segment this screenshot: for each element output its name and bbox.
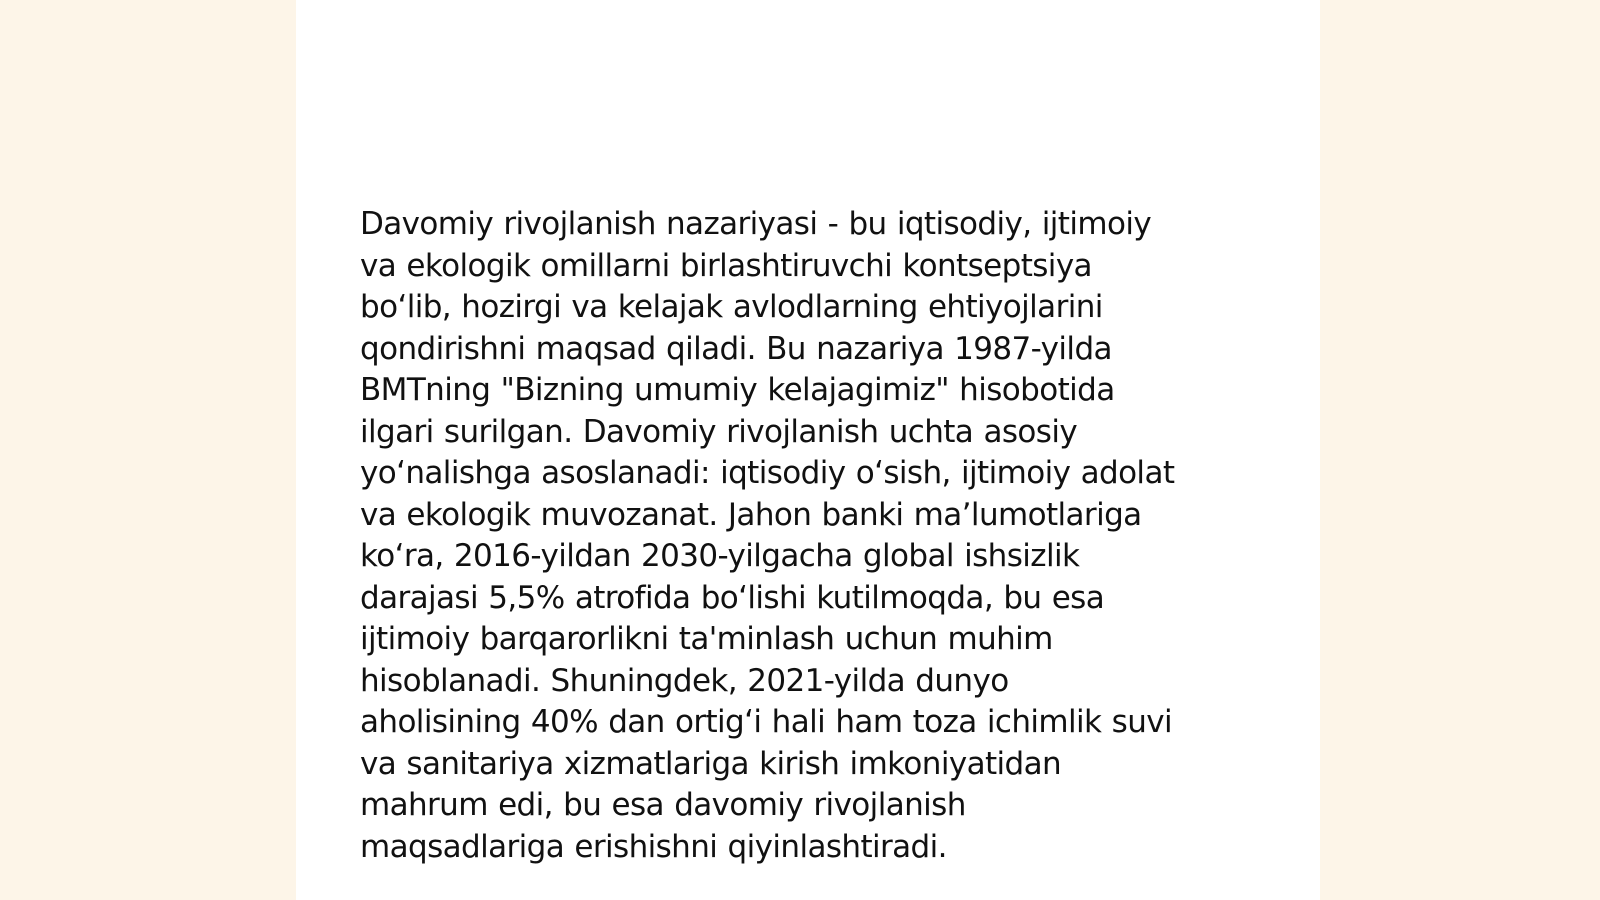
document-page	[296, 0, 1320, 900]
body-paragraph: Davomiy rivojlanish nazariyasi - bu iqtisodiy, ijtimoiy va ekologik omillarni birlashtiruvchi kontseptsiya bo‘lib, hozirgi va kelajak avlodlarning ehtiyojlarini qondirishni maqsad qiladi. Bu nazariya 1987-yilda BMTning "Bizning umumiy kelajagimiz" hisobotida ilgari surilgan. Davomiy rivojlanish uchta asosiy yo‘nalishga asoslanadi: iqtisodiy o‘sish, ijtimoiy adolat va ekologik muvozanat. Jahon banki ma’lumotlariga ko‘ra, 2016-yildan 2030-yilgacha global ishsizlik darajasi 5,5% atrofida bo‘lishi kutilmoqda, bu esa ijtimoiy barqarorlikni ta'minlash uchun muhim hisoblanadi. Shuningdek, 2021-yilda dunyo aholisining 40% dan ortig‘i hali ham toza ichimlik suvi va sanitariya xizmatlariga kirish imkoniyatidan mahrum edi, bu esa davomiy rivojlanish maqsadlariga erishishni qiyinlashtiradi.	[360, 206, 1175, 865]
